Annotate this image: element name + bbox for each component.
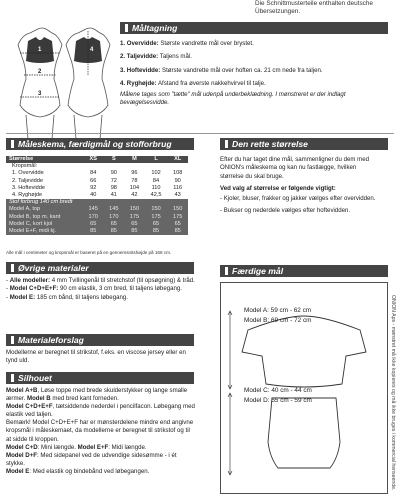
faerdige-heading: Færdige mål (220, 265, 388, 277)
maaleskema-heading: Måleskema, færdigmål og stofforbrug (6, 138, 194, 150)
size-chart-table (6, 156, 188, 235)
table-row (6, 163, 188, 170)
table-row: 4. Ryghøjde 40 41 42 42,5 43 (6, 192, 188, 199)
measure-label-model-a: Model A: 59 cm - 62 cm (244, 307, 312, 314)
table-row: Model C, kort kjol 65 65 65 65 65 (6, 221, 188, 228)
figure-number-4: 4 (90, 47, 94, 53)
body-measurement-figure (8, 23, 112, 141)
measure-item-1: 1. Overvidde: Største vandrette mål over brystet. (120, 40, 254, 47)
list-item: - Kjoler, bluser, frakker og jakker vælges efter overvidden. (220, 195, 376, 203)
front-leg-left (26, 115, 28, 139)
heading-marker-icon (125, 24, 128, 32)
rette-intro: Efter du har taget dine mål, sammenligner du dem med ONION's måleskema og kan nu fastlægge, hvilken størrelse du skal bruge. (220, 156, 370, 180)
heading-marker-icon (11, 374, 14, 382)
size-col-m: M (124, 156, 145, 163)
silhouet-paragraph: Model A+B, Løse toppe med brede skulderstykker og lange smalle ærmer. Model B med bred kant forneden. (6, 387, 188, 403)
maaltagning-heading: Måltagning (120, 22, 388, 34)
table-row: 1. Overvidde 84 90 96 102 108 (6, 170, 188, 177)
materiale-heading: Materialeforslag (6, 334, 194, 346)
size-col-header: Størrelse (6, 156, 83, 163)
silhouet-heading: Silhouet (6, 372, 194, 384)
maaltagning-list (120, 40, 390, 108)
heading-marker-icon (225, 140, 228, 148)
silhouet-paragraph: Model E: Med elastik og bindebånd ved løbegangen. (6, 467, 150, 475)
measure-label-model-b: Model B: 69 cm - 72 cm (244, 317, 312, 324)
table-row (6, 199, 188, 206)
size-chart-footnote: Alle mål i centimeter og kropsmål er baseret på en gennemsnitshøjde på 168 cm. (6, 250, 172, 255)
size-col-s: S (104, 156, 125, 163)
silhouet-paragraph: Model C+D: Mini længde. Model E+F: Midi længde. (6, 443, 147, 451)
finished-measurements-drawing (220, 282, 388, 494)
figure-number-1: 1 (38, 47, 42, 53)
figure-number-2: 2 (38, 69, 42, 75)
measure-item-3: 3. Hoftevidde: Største vandrette mål over hoften ca. 21 cm nede fra taljen. (120, 66, 323, 74)
divider (6, 133, 394, 134)
measure-label-model-d: Model D: 55 cm - 59 cm (244, 397, 312, 404)
size-col-l: L (145, 156, 168, 163)
rette-subheading: Ved valg af størrelse er følgende vigtigt: (220, 184, 336, 192)
front-leg-right (52, 115, 54, 139)
list-item: - Bukser og nederdele vælges efter hoftevidden. (220, 207, 351, 215)
table-row: Model A, top 145 145 150 150 150 (6, 206, 188, 213)
size-col-xs: XS (83, 156, 104, 163)
silhouet-paragraph: Model D+F: Med sidepanel ved de udvendige sidesømme - i ét stykke. (6, 451, 177, 467)
oevrige-heading: Øvrige materialer (6, 262, 194, 274)
oevrige-list (6, 277, 196, 302)
back-leg-left (74, 115, 76, 139)
figure-number-3: 3 (38, 91, 42, 97)
measure-note: Målene tages som "tætte" mål udenpå underbeklædning. I mønstreret er der indlagt bevægelsesvidde. (120, 91, 346, 107)
heading-marker-icon (225, 267, 228, 275)
back-leg-right (100, 115, 102, 139)
list-item: - Model E: 185 cm bånd, til taljens løbegang. (6, 293, 128, 301)
translation-note: Die Schnittmusterteile enthalten deutsche Übersetzungen. (255, 0, 373, 15)
copyright-side-text: ONION Aps - mønstret må ikke kopieres og må ikke bruges i kommercial henseende. (390, 295, 396, 491)
fabric-usage-label: Stof forbrug 140 cm bredt (6, 199, 188, 206)
size-col-xl: XL (167, 156, 188, 163)
measure-item-2: 2. Taljevidde: Taljens mål. (120, 53, 192, 61)
measure-label-model-c: Model C: 40 cm - 44 cm (244, 387, 312, 394)
body-measurements-label: Kropsmål: (6, 163, 188, 170)
table-row: 3. Hoftevidde 92 98 104 110 116 (6, 185, 188, 192)
heading-marker-icon (11, 336, 14, 344)
rette-heading: Den rette størrelse (220, 138, 388, 150)
list-item: - Alle modeller: 4 mm Tvillingenål til stretchstof (til opsøgning) & tråd. (6, 277, 195, 284)
materiale-text: Modellerne er beregnet til strikstof, f.eks. en viscose jersey eller en tynd uld. (6, 349, 186, 365)
list-item: - Model C+D+E+F: 90 cm elastik, 3 cm bred, til taljens løbegang. (6, 285, 182, 293)
table-row: Model E+F, midi kj. 85 85 85 85 85 (6, 228, 188, 235)
silhouet-paragraph: Bemærk! Model C+D+E+F har er mønsterdelene mindre end angivne kropsmål i måleskemaet, da modellerne er beregnet til strikstof og til at sidde til kroppen. (6, 419, 194, 443)
heading-marker-icon (11, 140, 14, 148)
silhouet-paragraph: Model C+D+E+F, tætsiddende nederdel i pencilfacon. Løbegang med elastik ved taljen. (6, 403, 195, 419)
table-row: Model B, top m. kant 170 170 175 175 175 (6, 214, 188, 221)
measure-item-4: 4. Ryghøjde: Afstand fra øverste nakkehvirvel til talje. (120, 79, 266, 87)
table-row: 2. Taljevidde 66 72 78 84 90 (6, 178, 188, 185)
silhouet-text (6, 387, 196, 476)
rette-content (220, 156, 380, 216)
heading-marker-icon (11, 264, 14, 272)
